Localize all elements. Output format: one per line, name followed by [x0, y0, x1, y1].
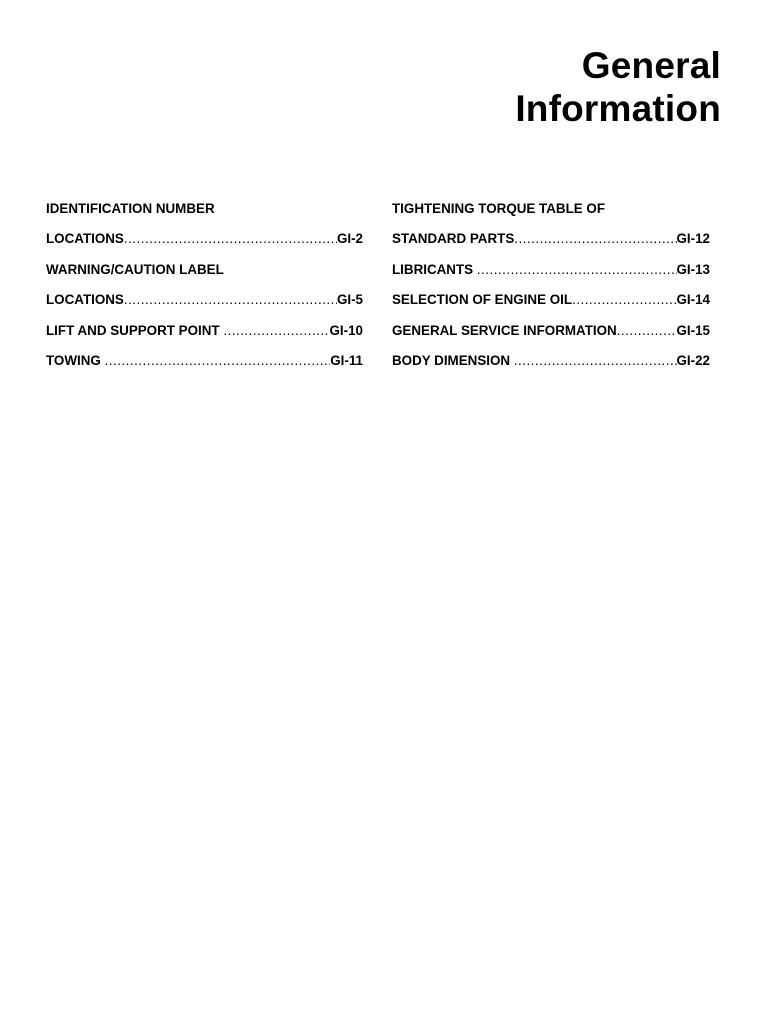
- toc-dot-leader: [124, 292, 337, 307]
- toc-entry-label: WARNING/CAUTION LABEL: [46, 261, 224, 277]
- toc-entry-identification-number-locations[interactable]: [46, 224, 363, 255]
- toc-entry-warning-caution-label-heading[interactable]: [46, 254, 363, 285]
- toc-entry-page: GI-2: [336, 231, 363, 247]
- toc-dot-leader: [617, 323, 677, 338]
- toc-entry-towing[interactable]: [46, 346, 363, 377]
- toc-entry-body-dimension[interactable]: [392, 346, 710, 377]
- toc-entry-page: GI-14: [676, 292, 710, 308]
- toc-entry-label: LIFT AND SUPPORT POINT: [46, 322, 220, 338]
- toc-entry-warning-caution-label-locations[interactable]: [46, 285, 363, 316]
- page-title: [515, 44, 721, 130]
- toc-column-left: [46, 193, 363, 376]
- toc-entry-libricants[interactable]: [392, 254, 710, 285]
- table-of-contents: [46, 193, 710, 376]
- page-title-line-2: Information: [515, 88, 721, 129]
- toc-entry-label: SELECTION OF ENGINE OIL: [392, 292, 573, 308]
- toc-column-right: [392, 193, 710, 376]
- toc-entry-page: GI-5: [336, 292, 363, 308]
- toc-dot-leader: [477, 262, 677, 277]
- toc-entry-lift-and-support-point[interactable]: [46, 315, 363, 346]
- toc-entry-label: BODY DIMENSION: [392, 353, 511, 369]
- toc-entry-label: IDENTIFICATION NUMBER: [46, 200, 215, 216]
- toc-entry-page: GI-10: [329, 322, 363, 338]
- toc-entry-page: GI-12: [676, 231, 710, 247]
- toc-entry-standard-parts[interactable]: [392, 224, 710, 255]
- toc-entry-selection-of-engine-oil[interactable]: [392, 285, 710, 316]
- toc-entry-page: GI-11: [330, 353, 363, 369]
- toc-dot-leader: [105, 353, 331, 368]
- toc-entry-label: GENERAL SERVICE INFORMATION: [392, 322, 617, 338]
- toc-entry-page: GI-13: [676, 261, 710, 277]
- toc-entry-tightening-torque-heading[interactable]: [392, 193, 710, 224]
- toc-entry-general-service-information[interactable]: [392, 315, 710, 346]
- toc-dot-leader: [124, 231, 337, 246]
- page-title-line-1: General: [581, 45, 721, 86]
- toc-entry-label: LOCATIONS: [46, 292, 124, 308]
- toc-entry-label: TOWING: [46, 353, 101, 369]
- toc-entry-label: LOCATIONS: [46, 231, 124, 247]
- toc-entry-label: STANDARD PARTS: [392, 231, 515, 247]
- toc-dot-leader: [514, 353, 677, 368]
- toc-entry-label: TIGHTENING TORQUE TABLE OF: [392, 200, 606, 216]
- toc-dot-leader: [223, 323, 329, 338]
- toc-dot-leader: [572, 292, 676, 307]
- toc-entry-page: GI-22: [676, 353, 710, 369]
- toc-entry-label: LIBRICANTS: [392, 261, 474, 277]
- toc-entry-page: GI-15: [676, 322, 710, 338]
- toc-entry-identification-number-heading[interactable]: [46, 193, 363, 224]
- toc-dot-leader: [514, 231, 676, 246]
